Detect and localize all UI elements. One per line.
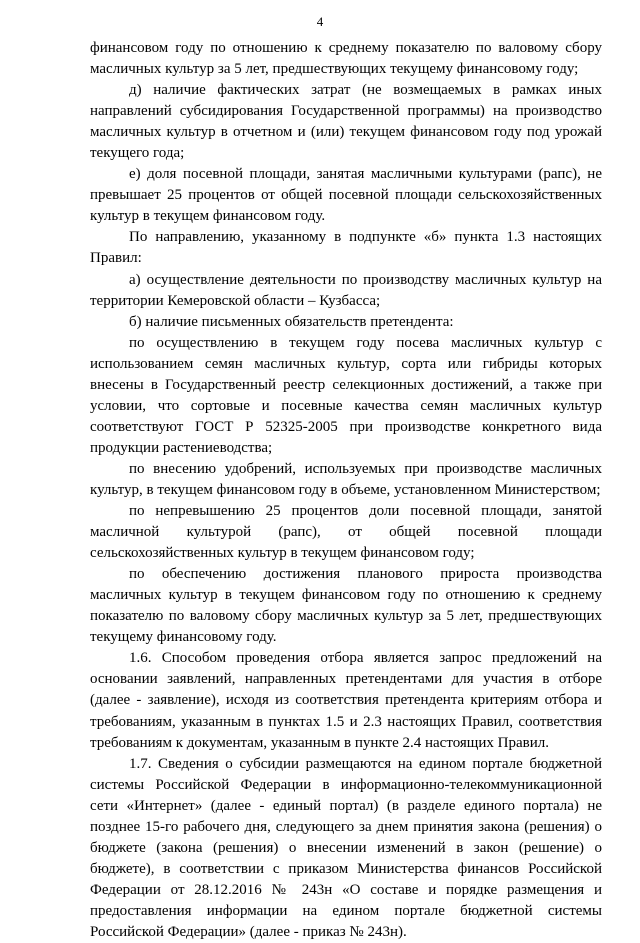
paragraph: По направлению, указанному в подпункте «б» пункта 1.3 настоящих Правил: — [90, 229, 602, 267]
paragraph: а) осуществление деятельности по производству масличных культур на территории Кемеровской области – Кузбасса; — [90, 271, 602, 309]
paragraph: б) наличие письменных обязательств претендента: — [129, 313, 454, 330]
paragraph: по непревышению 25 процентов доли посевной площади, занятой масличной культурой (рапс), от общей посевной площади сельскохозяйственных культур в текущем финансовом году; — [90, 503, 602, 562]
page-number: 4 — [316, 14, 324, 29]
paragraph: по осуществлению в текущем году посева масличных культур с использованием семян масличных культур, сорта или гибриды которых внесены в Государственный реестр селекционных достижений, а также при условии, что сортовые и посевные качества семян масличных культур соответствуют ГОСТ Р 52325-2005 при производстве конкретного вида продукции растениеводства; — [90, 334, 602, 456]
paragraph: 1.7. Сведения о субсидии размещаются на едином портале бюджетной системы Российской Федерации в информационно-телекоммуникационной сети «Интернет» (далее - единый портал) (в разделе единого портала) не позднее 15-го рабочего дня, следующего за днем принятия закона (решения) о бюджете (закона (решения) о внесении изменений в закон (решение) о бюджете), в соответствии с приказом Министерства финансов Российской Федерации от 28.12.2016 № 243н «О составе и порядке размещения и предоставления информации на едином портале бюджетной системы Российской Федерации» (далее - приказ № 243н). — [90, 755, 602, 940]
paragraph: по обеспечению достижения планового прироста производства масличных культур в текущем финансовом году по отношению к среднему показателю по валовому сбору масличных культур за 5 лет, предшествующих текущему финансовому году. — [90, 566, 602, 646]
document-body — [90, 38, 602, 943]
paragraph: д) наличие фактических затрат (не возмещаемых в рамках иных направлений субсидирования Государственной программы) на производство масличных культур в отчетном и (или) текущем финансовом году под урожай текущего года; — [90, 82, 602, 162]
paragraph: по внесению удобрений, используемых при производстве масличных культур, в текущем финансовом году в объеме, установленном Министерством; — [90, 460, 602, 498]
paragraph: е) доля посевной площади, занятая масличными культурами (рапс), не превышает 25 процентов от общей посевной площади сельскохозяйственных культур в текущем финансовом году. — [90, 166, 602, 225]
paragraph: финансовом году по отношению к среднему показателю по валовому сбору масличных культур за 5 лет, предшествующих текущему финансовому году; — [90, 40, 602, 78]
paragraph: 1.6. Способом проведения отбора является запрос предложений на основании заявлений, направленных претендентами для участия в отборе (далее - заявление), исходя из соответствия претендента критериям отбора и требованиям, указанным в пунктах 1.5 и 2.3 настоящих Правил, соответствия требованиям к документам, указанным в пункте 2.4 настоящих Правил. — [90, 650, 602, 751]
